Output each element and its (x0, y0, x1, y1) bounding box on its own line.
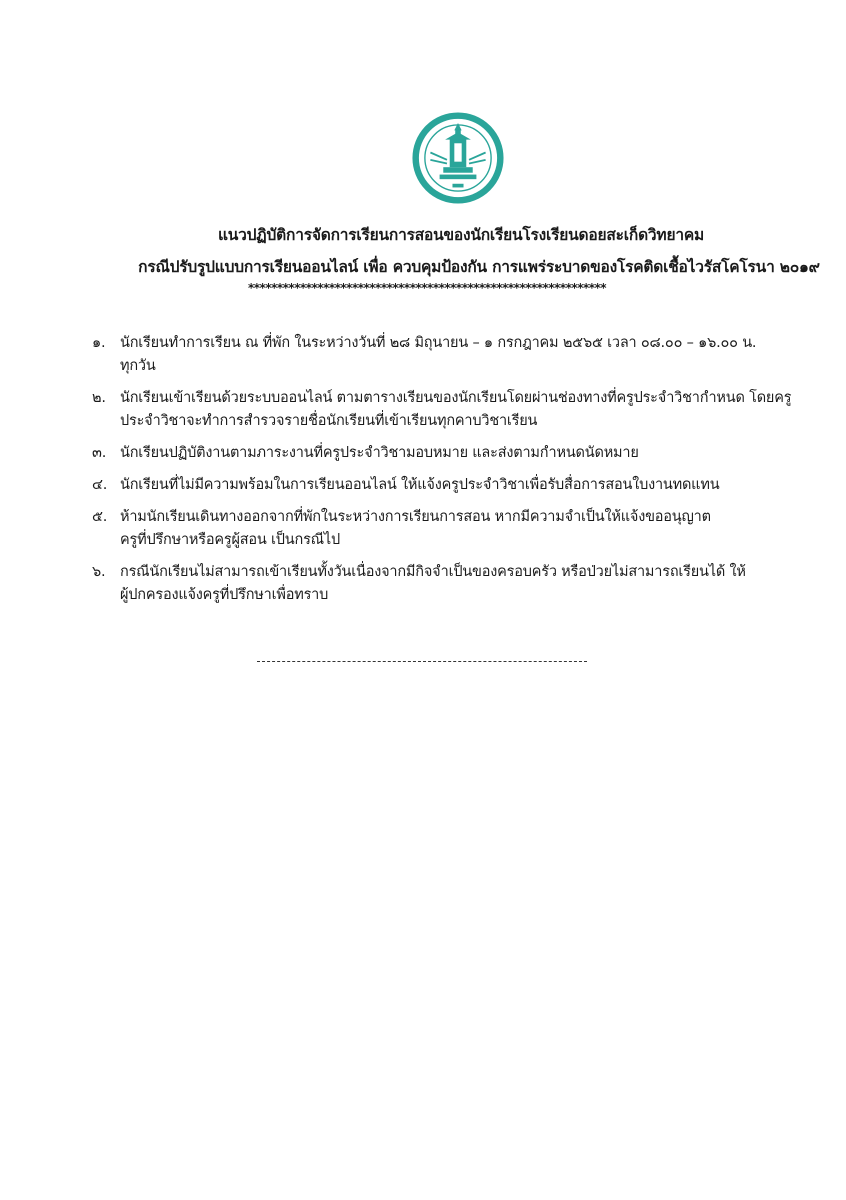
item-number: ๖. (92, 564, 106, 580)
document-subtitle: กรณีปรับรูปแบบการเรียนออนไลน์ เพื่อ ควบคุมป้องกัน การแพร่ระบาดของโรคติดเชื้อไวรัสโคโรนา ๒๐๑๙ (138, 258, 820, 276)
item-number: ๑. (92, 335, 106, 351)
item-text: ห้ามนักเรียนเดินทางออกจากที่พักในระหว่างการเรียนการสอน หากมีความจำเป็นให้แจ้งขออนุญาต (120, 509, 711, 525)
list-item (92, 506, 812, 552)
end-divider (257, 661, 587, 662)
item-number: ๒. (92, 390, 106, 406)
item-text: นักเรียนเข้าเรียนด้วยระบบออนไลน์ ตามตารางเรียนของนักเรียนโดยผ่านช่องทางที่ครูประจำวิชากำหนด โดยครู (120, 390, 792, 406)
item-text: นักเรียนทำการเรียน ณ ที่พัก ในระหว่างวันที่ ๒๘ มิถุนายน – ๑ กรกฎาคม ๒๕๖๕ เวลา ๐๘.๐๐ – ๑๖.๐๐ น. (120, 335, 757, 351)
item-number: ๕. (92, 509, 108, 525)
list-item (92, 332, 812, 378)
item-text: ทุกวัน (120, 358, 156, 374)
item-text: ประจำวิชาจะทำการสำรวจรายชื่อนักเรียนที่เข้าเรียนทุกคาบวิชาเรียน (120, 413, 538, 429)
list-item (92, 442, 812, 465)
item-text: ผู้ปกครองแจ้งครูที่ปรึกษาเพื่อทราบ (120, 587, 329, 603)
guideline-list (92, 332, 812, 616)
list-item (92, 561, 812, 607)
list-item (92, 387, 812, 433)
item-number: ๓. (92, 445, 107, 461)
list-item (92, 474, 812, 497)
item-text: กรณีนักเรียนไม่สามารถเข้าเรียนทั้งวันเนื่องจากมีกิจจำเป็นของครอบครัว หรือป่วยไม่สามารถเรียนได้ ให้ (120, 564, 746, 580)
item-text: ครูที่ปรึกษาหรือครูผู้สอน เป็นกรณีไป (120, 532, 341, 548)
school-emblem-icon (412, 112, 504, 204)
item-text: นักเรียนที่ไม่มีความพร้อมในการเรียนออนไลน์ ให้แจ้งครูประจำวิชาเพื่อรับสื่อการสอนใบงานทดแทน (120, 477, 720, 493)
item-text: นักเรียนปฏิบัติงานตามภาระงานที่ครูประจำวิชามอบหมาย และส่งตามกำหนดนัดหมาย (120, 445, 639, 461)
item-number: ๔. (92, 477, 108, 493)
title-separator: ************************************************************** (248, 281, 607, 295)
document-title: แนวปฏิบัติการจัดการเรียนการสอนของนักเรียนโรงเรียนดอยสะเก็ดวิทยาคม (217, 226, 705, 244)
